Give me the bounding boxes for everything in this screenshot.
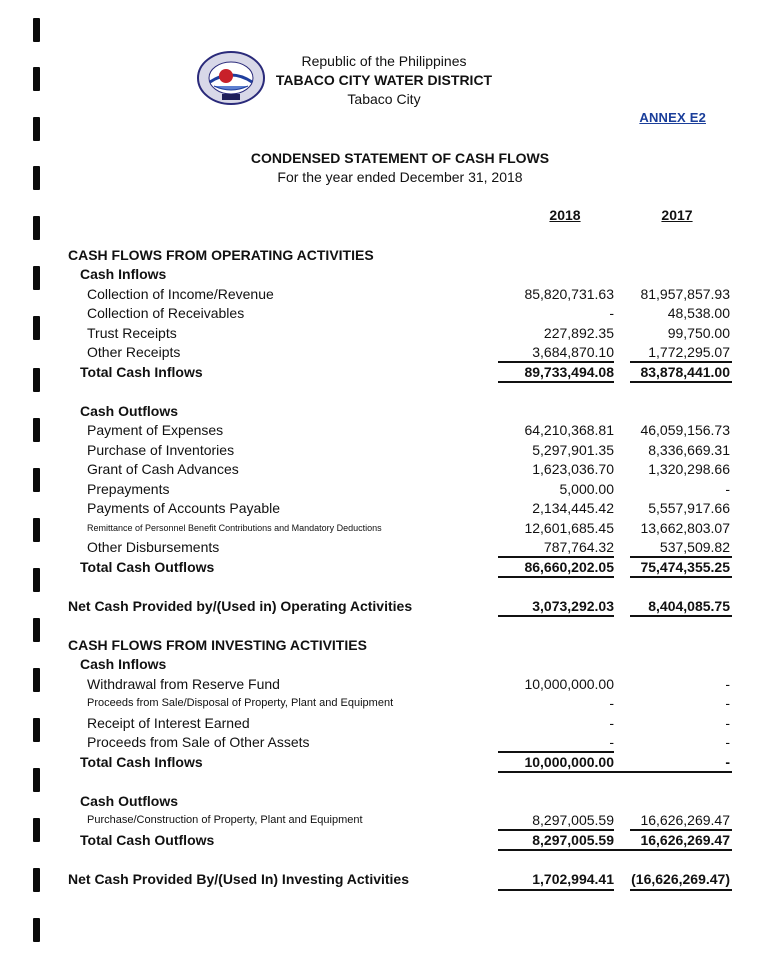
statement-period: For the year ended December 31, 2018 xyxy=(277,169,523,185)
line-item-label: Proceeds from Sale/Disposal of Property, Plant and Equipment xyxy=(87,697,394,709)
rule xyxy=(630,615,732,617)
total-label: Total Cash Inflows xyxy=(80,364,203,380)
subsection-title: Cash Outflows xyxy=(80,403,179,419)
net-label: Net Cash Provided by/(Used in) Operating Activities xyxy=(68,598,413,614)
line-item-label: Purchase of Inventories xyxy=(87,442,235,458)
line-item-label: Other Disbursements xyxy=(87,539,220,555)
country-label: Republic of the Philippines xyxy=(301,53,467,69)
rule xyxy=(630,889,732,891)
value-2018: 10,000,000.00 xyxy=(524,676,614,692)
line-item-label: Other Receipts xyxy=(87,344,181,360)
line-item-label: Trust Receipts xyxy=(87,325,177,341)
value-2017: 537,509.82 xyxy=(659,539,730,555)
value-2017: 81,957,857.93 xyxy=(640,286,730,302)
investing-outflows-heading xyxy=(0,791,768,811)
rule xyxy=(630,381,732,383)
line-item-label: Payments of Accounts Payable xyxy=(87,500,280,516)
value-2018: 5,000.00 xyxy=(559,481,614,497)
year-2018-header: 2018 xyxy=(549,207,581,223)
net-label: Net Cash Provided By/(Used In) Investing Activities xyxy=(68,871,410,887)
binder-hole xyxy=(33,117,40,141)
table-row xyxy=(0,713,768,733)
investing-section-heading xyxy=(0,635,768,655)
value-2018: 12,601,685.45 xyxy=(524,520,614,536)
rule xyxy=(498,849,732,851)
operating-inflows-heading xyxy=(0,264,768,284)
table-row xyxy=(0,518,768,538)
net-2017: 8,404,085.75 xyxy=(648,598,730,614)
line-item-label: Prepayments xyxy=(87,481,170,497)
value-2018: 64,210,368.81 xyxy=(524,422,614,438)
total-2018: 89,733,494.08 xyxy=(524,364,614,380)
table-row xyxy=(0,284,768,304)
value-2018: - xyxy=(609,715,614,731)
total-2017: 75,474,355.25 xyxy=(640,559,730,575)
value-2018: 1,623,036.70 xyxy=(532,461,614,477)
value-2018: 8,297,005.59 xyxy=(532,812,614,828)
rule xyxy=(498,576,614,578)
binder-hole xyxy=(33,918,40,942)
value-2017: - xyxy=(725,715,730,731)
year-2017-header: 2017 xyxy=(661,207,693,223)
net-2017: (16,626,269.47) xyxy=(631,871,730,887)
total-2017: 16,626,269.47 xyxy=(640,832,730,848)
rule xyxy=(498,771,732,773)
total-2018: 8,297,005.59 xyxy=(532,832,614,848)
subsection-title: Cash Inflows xyxy=(80,266,167,282)
net-2018: 1,702,994.41 xyxy=(532,871,614,887)
total-row xyxy=(0,752,768,772)
value-2018: 227,892.35 xyxy=(543,325,614,341)
table-row xyxy=(0,693,768,713)
value-2017: 99,750.00 xyxy=(667,325,730,341)
value-2017: - xyxy=(725,734,730,750)
net-row xyxy=(0,596,768,616)
net-row xyxy=(0,869,768,889)
rule xyxy=(498,889,614,891)
total-row xyxy=(0,830,768,850)
table-row xyxy=(0,459,768,479)
line-item-label: Remittance of Personnel Benefit Contributions and Mandatory Deductions xyxy=(87,523,382,533)
value-2017: 1,772,295.07 xyxy=(648,344,730,360)
table-row xyxy=(0,479,768,499)
line-item-label: Grant of Cash Advances xyxy=(87,461,239,477)
total-2018: 10,000,000.00 xyxy=(524,754,614,770)
value-2018: 3,684,870.10 xyxy=(532,344,614,360)
value-2018: 2,134,445.42 xyxy=(532,500,614,516)
value-2017: - xyxy=(725,481,730,497)
table-row xyxy=(0,810,768,830)
table-row xyxy=(0,440,768,460)
rule xyxy=(498,615,614,617)
total-2017: - xyxy=(725,754,730,770)
total-row xyxy=(0,557,768,577)
table-row xyxy=(0,498,768,518)
table-row xyxy=(0,674,768,694)
total-row xyxy=(0,362,768,382)
value-2017: 8,336,669.31 xyxy=(648,442,730,458)
subsection-title: Cash Outflows xyxy=(80,793,179,809)
total-label: Total Cash Outflows xyxy=(80,832,215,848)
value-2018: 85,820,731.63 xyxy=(524,286,614,302)
binder-hole xyxy=(33,18,40,42)
operating-section-heading xyxy=(0,245,768,265)
annex-label: ANNEX E2 xyxy=(639,110,706,125)
statement-title: CONDENSED STATEMENT OF CASH FLOWS xyxy=(250,150,550,166)
value-2017: 16,626,269.47 xyxy=(640,812,730,828)
value-2017: 5,557,917.66 xyxy=(648,500,730,516)
total-2017: 83,878,441.00 xyxy=(640,364,730,380)
line-item-label: Receipt of Interest Earned xyxy=(87,715,250,731)
value-2018: - xyxy=(609,734,614,750)
total-2018: 86,660,202.05 xyxy=(524,559,614,575)
line-item-label: Collection of Receivables xyxy=(87,305,245,321)
line-item-label: Proceeds from Sale of Other Assets xyxy=(87,734,310,750)
city-label: Tabaco City xyxy=(347,91,421,107)
value-2017: 13,662,803.07 xyxy=(640,520,730,536)
total-label: Total Cash Inflows xyxy=(80,754,203,770)
value-2018: 787,764.32 xyxy=(543,539,614,555)
table-row xyxy=(0,303,768,323)
table-row xyxy=(0,537,768,557)
value-2018: 5,297,901.35 xyxy=(532,442,614,458)
value-2017: 48,538.00 xyxy=(667,305,730,321)
value-2017: - xyxy=(725,676,730,692)
section-title: CASH FLOWS FROM OPERATING ACTIVITIES xyxy=(68,247,374,263)
table-row xyxy=(0,420,768,440)
rule xyxy=(498,381,614,383)
table-row xyxy=(0,732,768,752)
table-row xyxy=(0,342,768,362)
line-item-label: Payment of Expenses xyxy=(87,422,224,438)
agency-name: TABACO CITY WATER DISTRICT xyxy=(275,72,493,88)
value-2017: 46,059,156.73 xyxy=(640,422,730,438)
line-item-label: Purchase/Construction of Property, Plant and Equipment xyxy=(87,814,363,826)
total-label: Total Cash Outflows xyxy=(80,559,215,575)
operating-outflows-heading xyxy=(0,401,768,421)
line-item-label: Collection of Income/Revenue xyxy=(87,286,274,302)
value-2017: - xyxy=(725,695,730,711)
section-title: CASH FLOWS FROM INVESTING ACTIVITIES xyxy=(68,637,367,653)
rule xyxy=(630,576,732,578)
subsection-title: Cash Inflows xyxy=(80,656,167,672)
value-2017: 1,320,298.66 xyxy=(648,461,730,477)
line-item-label: Withdrawal from Reserve Fund xyxy=(87,676,280,692)
value-2018: - xyxy=(609,695,614,711)
value-2018: - xyxy=(609,305,614,321)
binder-hole xyxy=(33,216,40,240)
net-2018: 3,073,292.03 xyxy=(532,598,614,614)
investing-inflows-heading xyxy=(0,654,768,674)
table-row xyxy=(0,323,768,343)
